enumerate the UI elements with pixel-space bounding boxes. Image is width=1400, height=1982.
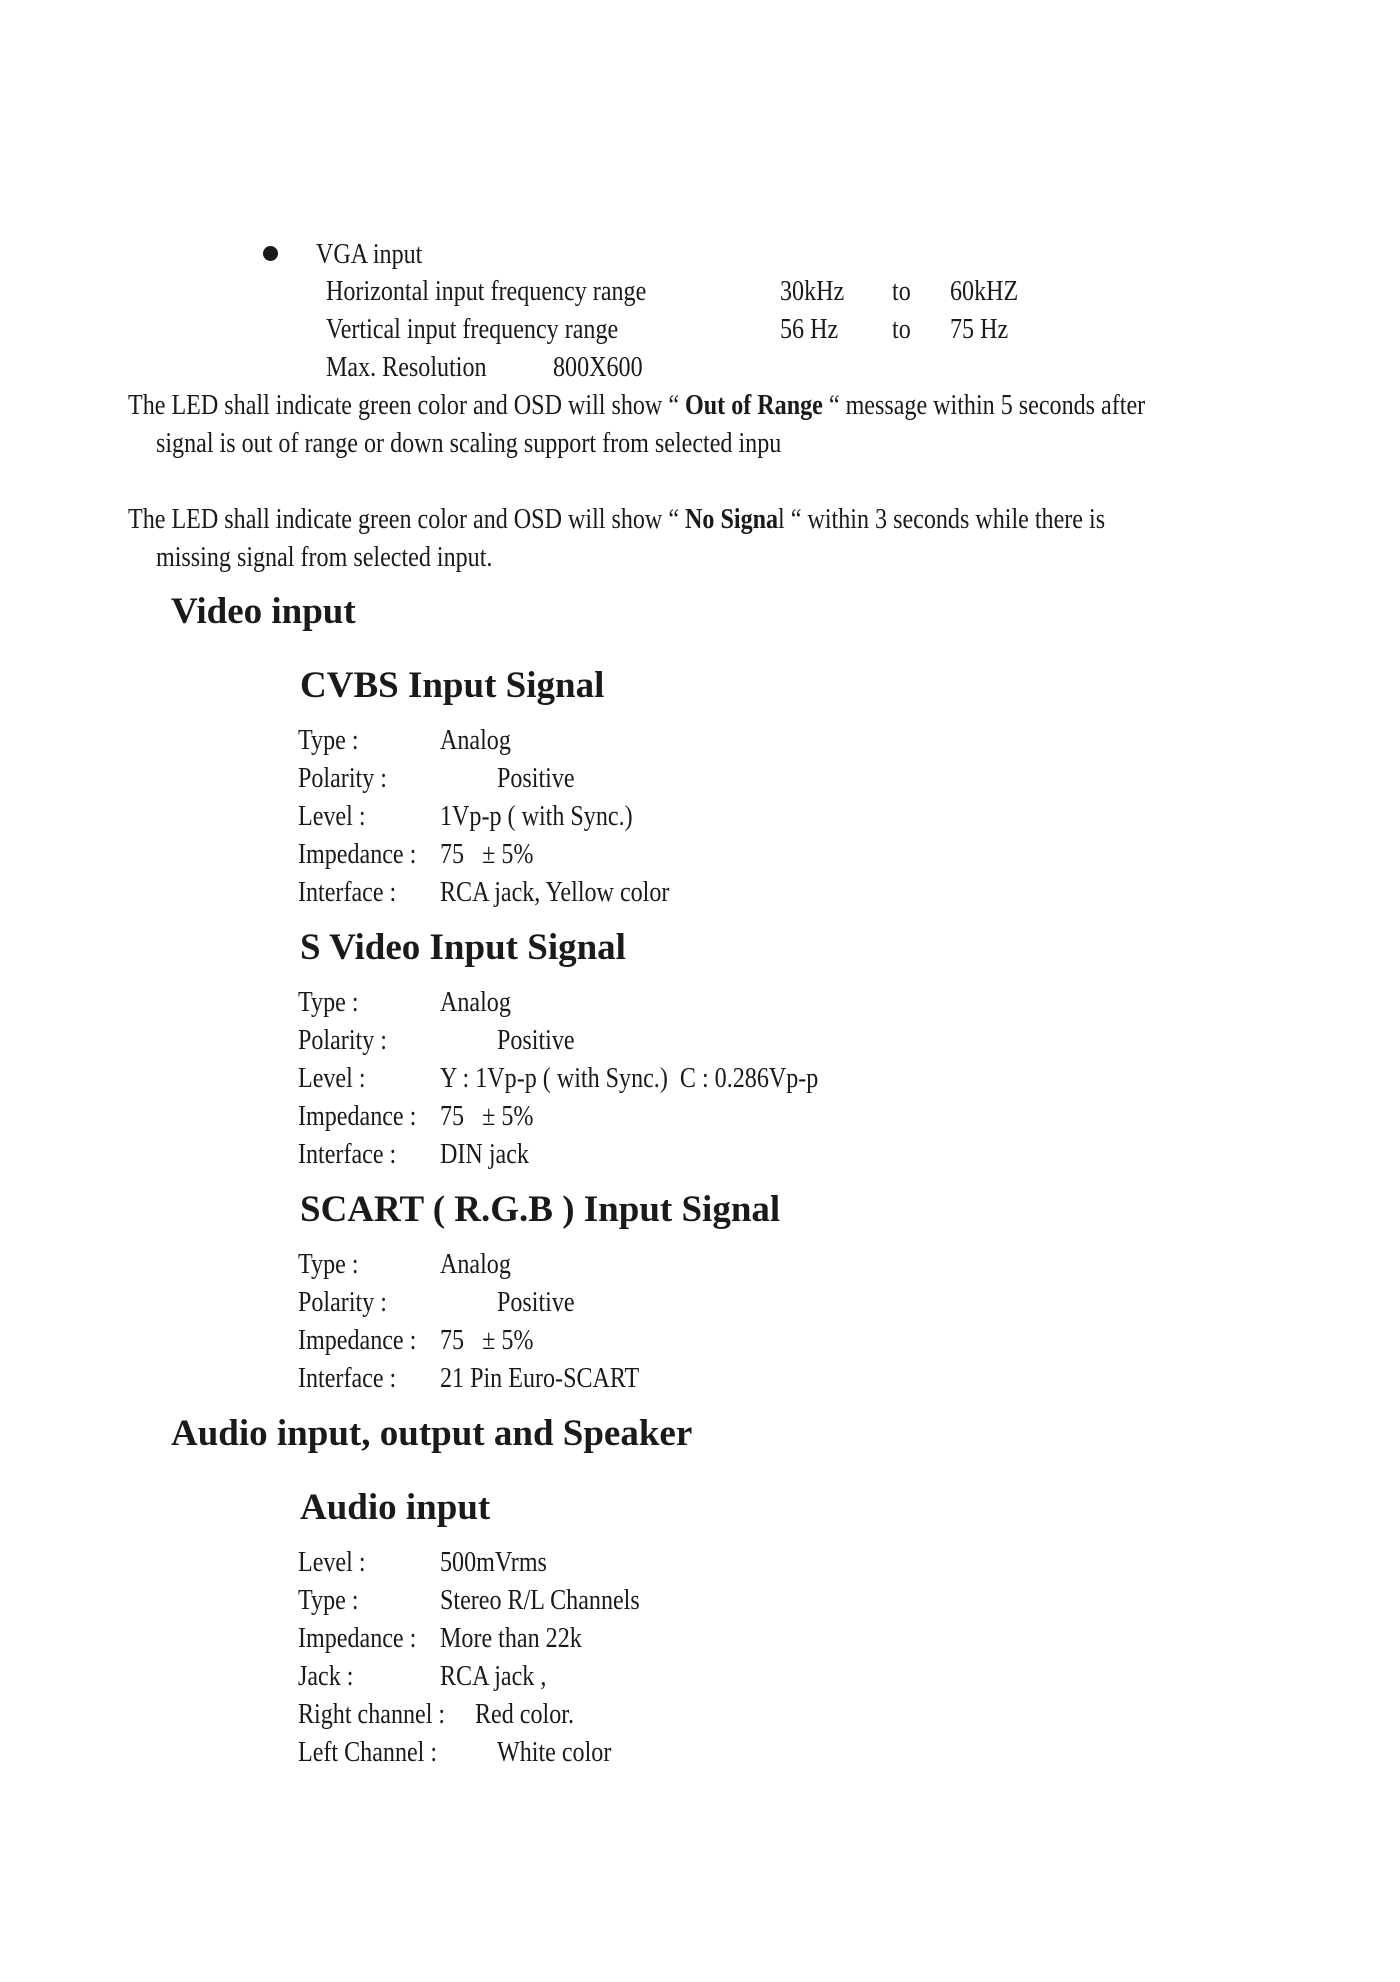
spec-label: Type : <box>298 1585 359 1616</box>
spec-label: Level : <box>298 1063 366 1094</box>
spec-label: Left Channel : <box>298 1737 438 1768</box>
maxres-value: 800X600 <box>553 352 643 383</box>
spec-value: 75 ± 5% <box>440 1101 534 1132</box>
spec-value: 75 ± 5% <box>440 1325 534 1356</box>
spec-value: 1Vp-p ( with Sync.) <box>440 801 633 832</box>
vfreq-to-word: to <box>892 314 911 345</box>
spec-value: Positive <box>497 763 575 794</box>
spec-value: RCA jack , <box>440 1661 547 1692</box>
spec-label: Polarity : <box>298 763 387 794</box>
out-of-range-message: Out of Range <box>685 390 823 421</box>
scart-heading: SCART ( R.G.B ) Input Signal <box>300 1189 781 1230</box>
spec-label: Impedance : <box>298 1101 417 1132</box>
spec-label: Type : <box>298 1249 359 1280</box>
spec-value: 500mVrms <box>440 1547 547 1578</box>
spec-label: Jack : <box>298 1661 354 1692</box>
spec-value: Stereo R/L Channels <box>440 1585 640 1616</box>
spec-value: DIN jack <box>440 1139 529 1170</box>
spec-value: Analog <box>440 725 511 756</box>
note-line-1: The LED shall indicate green color and OSD will show “ No Signal “ within 3 seconds while there is <box>128 504 1106 535</box>
spec-value: Red color. <box>475 1699 574 1730</box>
note-line-2: signal is out of range or down scaling support from selected inpu <box>156 428 782 459</box>
audio-heading: Audio input, output and Speaker <box>171 1413 693 1454</box>
note-line-1: The LED shall indicate green color and OSD will show “ Out of Range “ message within 5 seconds after <box>128 390 1146 421</box>
no-signal-message: No Signa <box>685 504 779 535</box>
spec-value: 75 ± 5% <box>440 839 534 870</box>
vfreq-label: Vertical input frequency range <box>326 314 619 345</box>
vfreq-to: 75 Hz <box>950 314 1009 345</box>
vfreq-from: 56 Hz <box>780 314 839 345</box>
hfreq-to-word: to <box>892 276 911 307</box>
spec-label: Polarity : <box>298 1287 387 1318</box>
spec-label: Impedance : <box>298 839 417 870</box>
spec-value: Analog <box>440 987 511 1018</box>
spec-value: Positive <box>497 1025 575 1056</box>
audio-input-heading: Audio input <box>300 1487 491 1528</box>
spec-label: Impedance : <box>298 1623 417 1654</box>
spec-label: Polarity : <box>298 1025 387 1056</box>
maxres-label: Max. Resolution <box>326 352 487 383</box>
spec-label: Level : <box>298 1547 366 1578</box>
spec-label: Impedance : <box>298 1325 417 1356</box>
spec-label: Type : <box>298 987 359 1018</box>
spec-label: Interface : <box>298 877 397 908</box>
spec-value: Y : 1Vp-p ( with Sync.) C : 0.286Vp-p <box>440 1063 819 1094</box>
spec-value: White color <box>497 1737 612 1768</box>
note-line-2: missing signal from selected input. <box>156 542 493 573</box>
spec-value: 21 Pin Euro-SCART <box>440 1363 640 1394</box>
spec-label: Interface : <box>298 1139 397 1170</box>
vga-title: VGA input <box>316 239 423 270</box>
spec-label: Right channel : <box>298 1699 446 1730</box>
spec-label: Level : <box>298 801 366 832</box>
spec-label: Type : <box>298 725 359 756</box>
spec-value: RCA jack, Yellow color <box>440 877 670 908</box>
no-signal-note <box>128 501 1264 577</box>
hfreq-from: 30kHz <box>780 276 845 307</box>
svideo-heading: S Video Input Signal <box>300 927 626 968</box>
cvbs-heading: CVBS Input Signal <box>300 665 605 706</box>
spec-label: Interface : <box>298 1363 397 1394</box>
spec-value: Analog <box>440 1249 511 1280</box>
hfreq-label: Horizontal input frequency range <box>326 276 647 307</box>
video-input-heading: Video input <box>171 591 356 632</box>
spec-value: More than 22k <box>440 1623 582 1654</box>
bullet-icon <box>263 246 278 261</box>
spec-value: Positive <box>497 1287 575 1318</box>
hfreq-to: 60kHZ <box>950 276 1019 307</box>
out-of-range-note <box>128 387 1311 463</box>
